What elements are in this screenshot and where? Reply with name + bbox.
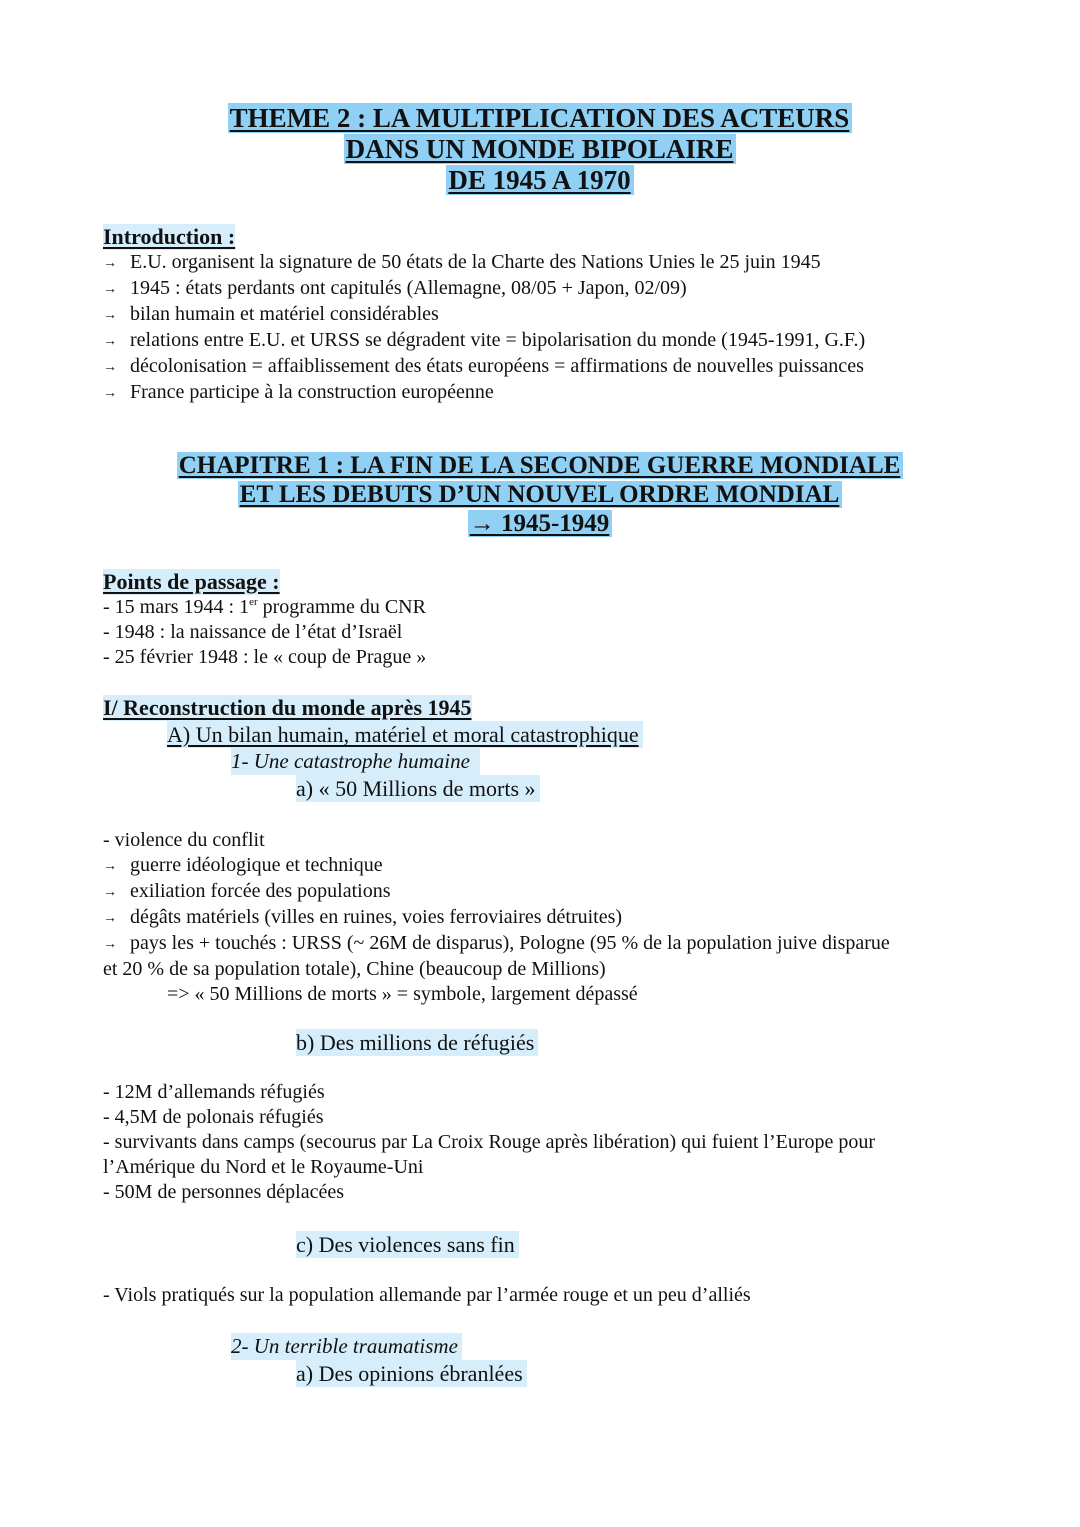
right-arrow-icon: → bbox=[103, 334, 117, 349]
part1-subsection-2: 2- Un terrible traumatisme bbox=[231, 1333, 462, 1360]
theme-title-line-3: DE 1945 A 1970 bbox=[446, 165, 633, 195]
list-item: → E.U. organisent la signature de 50 états de la Charte des Nations Unies le 25 juin 1945 bbox=[103, 250, 865, 276]
chapter-title bbox=[0, 451, 1080, 538]
introduction-list bbox=[103, 250, 865, 406]
list-item: - 4,5M de polonais réfugiés bbox=[103, 1106, 324, 1128]
right-arrow-icon: → bbox=[103, 937, 117, 952]
right-arrow-icon: → bbox=[103, 360, 117, 375]
theme-title bbox=[0, 103, 1080, 196]
list-item: → bilan humain et matériel considérables bbox=[103, 302, 865, 328]
part1-subsection-1a-content bbox=[103, 828, 890, 1007]
chapter-title-line-3: → 1945-1949 bbox=[468, 510, 613, 537]
list-item: - Viols pratiqués sur la population allemande par l’armée rouge et un peu d’alliés bbox=[103, 1284, 751, 1306]
chapter-title-line-2: ET LES DEBUTS D’UN NOUVEL ORDRE MONDIAL bbox=[238, 481, 843, 508]
part1-subsection-1: 1- Une catastrophe humaine bbox=[231, 748, 480, 775]
list-item: - 15 mars 1944 : 1er programme du CNR bbox=[103, 596, 426, 618]
introduction-heading: Introduction : bbox=[103, 224, 236, 249]
list-item: - 25 février 1948 : le « coup de Prague » bbox=[103, 646, 427, 668]
list-item: → France participe à la construction européenne bbox=[103, 380, 865, 406]
right-arrow-icon: → bbox=[103, 911, 117, 926]
list-item: → guerre idéologique et technique bbox=[103, 853, 890, 879]
list-item: - 50M de personnes déplacées bbox=[103, 1181, 345, 1203]
list-item: → exiliation forcée des populations bbox=[103, 879, 890, 905]
right-arrow-icon: → bbox=[103, 386, 117, 401]
right-arrow-icon: → bbox=[103, 885, 117, 900]
points-de-passage-heading: Points de passage : bbox=[103, 569, 280, 594]
list-item: - violence du conflit bbox=[103, 829, 265, 851]
points-de-passage-list bbox=[103, 595, 426, 670]
part1-subsection-2a: a) Des opinions ébranlées bbox=[296, 1360, 527, 1387]
theme-title-line-2: DANS UN MONDE BIPOLAIRE bbox=[344, 134, 737, 164]
right-arrow-icon: → bbox=[103, 859, 117, 874]
part1-subsection-1c: c) Des violences sans fin bbox=[296, 1231, 519, 1258]
list-item: → relations entre E.U. et URSS se dégradent vite = bipolarisation du monde (1945-1991, G.F.) bbox=[103, 328, 865, 354]
part1-heading: I/ Reconstruction du monde après 1945 bbox=[103, 695, 472, 720]
list-item: - 12M d’allemands réfugiés bbox=[103, 1081, 325, 1103]
list-item-continuation: l’Amérique du Nord et le Royaume-Uni bbox=[103, 1156, 424, 1178]
list-item-continuation: et 20 % de sa population totale), Chine (beaucoup de Millions) bbox=[103, 958, 606, 980]
part1-subsection-1c-content bbox=[103, 1283, 751, 1308]
right-arrow-icon: → bbox=[103, 256, 117, 271]
chapter-title-line-1: CHAPITRE 1 : LA FIN DE LA SECONDE GUERRE MONDIALE bbox=[177, 452, 904, 479]
right-arrow-icon: → bbox=[103, 282, 117, 297]
list-item: → pays les + touchés : URSS (~ 26M de disparus), Pologne (95 % de la population juive disparue bbox=[103, 931, 890, 957]
list-item: → 1945 : états perdants ont capitulés (Allemagne, 08/05 + Japon, 02/09) bbox=[103, 276, 865, 302]
list-item: - 1948 : la naissance de l’état d’Israël bbox=[103, 621, 403, 643]
right-arrow-icon: → bbox=[103, 308, 117, 323]
part1-subsection-1a: a) « 50 Millions de morts » bbox=[296, 775, 540, 802]
part1-subsection-1b: b) Des millions de réfugiés bbox=[296, 1029, 538, 1056]
part1-subsection-1b-content bbox=[103, 1080, 875, 1205]
list-item: - survivants dans camps (secourus par La Croix Rouge après libération) qui fuient l’Europe pour bbox=[103, 1131, 876, 1153]
theme-title-line-1: THEME 2 : LA MULTIPLICATION DES ACTEURS bbox=[228, 103, 853, 133]
conclusion-line: => « 50 Millions de morts » = symbole, largement dépassé bbox=[167, 983, 638, 1005]
list-item: → dégâts matériels (villes en ruines, voies ferroviaires détruites) bbox=[103, 905, 890, 931]
list-item: → décolonisation = affaiblissement des états européens = affirmations de nouvelles puissances bbox=[103, 354, 865, 380]
part1-subsection-a: A) Un bilan humain, matériel et moral catastrophique bbox=[167, 721, 643, 748]
